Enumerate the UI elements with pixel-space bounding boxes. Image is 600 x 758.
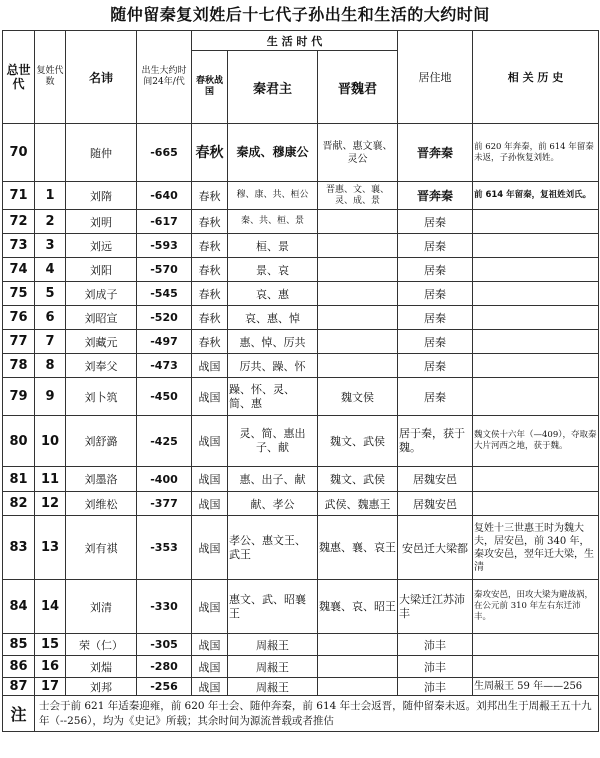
jin-cell — [318, 306, 398, 330]
era-cell: 春秋 — [192, 306, 228, 330]
note-label: 注 — [3, 696, 35, 732]
jin-cell: 魏文、武侯 — [318, 467, 398, 492]
name-cell: 刘煓 — [66, 656, 137, 678]
header-name: 名讳 — [66, 31, 137, 124]
gen-cell: 84 — [3, 580, 35, 634]
era-cell: 春秋 — [192, 210, 228, 234]
qin-cell: 秦、共、桓、景 — [228, 210, 318, 234]
name-cell: 刘卜筑 — [66, 378, 137, 416]
res-cell: 居秦 — [398, 354, 473, 378]
res-cell: 居魏安邑 — [398, 492, 473, 516]
era-cell: 春秋 — [192, 182, 228, 210]
res-cell: 居秦 — [398, 282, 473, 306]
year-cell: -353 — [137, 516, 192, 580]
gen-cell: 87 — [3, 678, 35, 696]
qin-cell: 桓、景 — [228, 234, 318, 258]
qin-cell: 躁、怀、灵、简、惠 — [228, 378, 318, 416]
name-cell: 刘清 — [66, 580, 137, 634]
jin-cell — [318, 330, 398, 354]
table-row — [3, 378, 599, 416]
era-cell: 春秋 — [192, 234, 228, 258]
res-cell: 大梁迁江苏沛丰 — [398, 580, 473, 634]
name-cell: 刘墨洛 — [66, 467, 137, 492]
name-cell: 刘舒潞 — [66, 416, 137, 467]
hist-cell: 复姓十三世惠王时为魏大夫，居安邑，前 340 年，秦攻安邑，翌年迁大梁，生清 — [473, 516, 599, 580]
year-cell: -520 — [137, 306, 192, 330]
hist-cell — [473, 378, 599, 416]
res-cell: 沛丰 — [398, 656, 473, 678]
qin-cell: 献、孝公 — [228, 492, 318, 516]
fu-cell: 9 — [35, 378, 66, 416]
res-cell: 居于秦，获于魏。 — [398, 416, 473, 467]
year-cell: -570 — [137, 258, 192, 282]
qin-cell: 哀、惠、悼 — [228, 306, 318, 330]
gen-cell: 75 — [3, 282, 35, 306]
qin-cell: 灵、简、惠出子、献 — [228, 416, 318, 467]
fu-cell: 15 — [35, 634, 66, 656]
year-cell: -545 — [137, 282, 192, 306]
era-cell: 战国 — [192, 656, 228, 678]
fu-cell: 5 — [35, 282, 66, 306]
header-period-group: 生 活 时 代 — [192, 31, 398, 51]
name-cell: 刘隋 — [66, 182, 137, 210]
table-row — [3, 656, 599, 678]
name-cell: 刘有祺 — [66, 516, 137, 580]
header-gen-fu: 复姓代数 — [35, 31, 66, 124]
gen-cell: 81 — [3, 467, 35, 492]
hist-cell: 前 620 年奔秦，前 614 年留秦未返，子孙恢复刘姓。 — [473, 124, 599, 182]
name-cell: 刘奉父 — [66, 354, 137, 378]
jin-cell: 魏襄、哀、昭王 — [318, 580, 398, 634]
res-cell: 晋奔秦 — [398, 182, 473, 210]
hist-cell — [473, 354, 599, 378]
jin-cell — [318, 210, 398, 234]
header-period: 春秋战国 — [192, 51, 228, 124]
name-cell: 刘明 — [66, 210, 137, 234]
jin-cell: 晋献、惠文襄、灵公 — [318, 124, 398, 182]
note-row — [3, 696, 599, 732]
hist-cell — [473, 210, 599, 234]
fu-cell: 7 — [35, 330, 66, 354]
res-cell: 晋奔秦 — [398, 124, 473, 182]
hist-cell — [473, 234, 599, 258]
table-row — [3, 580, 599, 634]
hist-cell — [473, 492, 599, 516]
table-row — [3, 258, 599, 282]
year-cell: -593 — [137, 234, 192, 258]
hist-cell — [473, 634, 599, 656]
jin-cell: 魏文侯 — [318, 378, 398, 416]
hist-cell — [473, 656, 599, 678]
year-cell: -665 — [137, 124, 192, 182]
year-cell: -280 — [137, 656, 192, 678]
header-qin: 秦君主 — [228, 51, 318, 124]
gen-cell: 79 — [3, 378, 35, 416]
year-cell: -617 — [137, 210, 192, 234]
fu-cell: 14 — [35, 580, 66, 634]
qin-cell: 穆、康、共、桓公 — [228, 182, 318, 210]
hist-cell: 前 614 年留秦，复祖姓刘氏。 — [473, 182, 599, 210]
fu-cell: 11 — [35, 467, 66, 492]
table-row — [3, 124, 599, 182]
res-cell: 沛丰 — [398, 678, 473, 696]
qin-cell: 惠、悼、厉共 — [228, 330, 318, 354]
year-cell: -497 — [137, 330, 192, 354]
fu-cell: 4 — [35, 258, 66, 282]
year-cell: -425 — [137, 416, 192, 467]
year-cell: -450 — [137, 378, 192, 416]
jin-cell — [318, 282, 398, 306]
qin-cell: 哀、惠 — [228, 282, 318, 306]
fu-cell: 13 — [35, 516, 66, 580]
year-cell: -640 — [137, 182, 192, 210]
res-cell: 沛丰 — [398, 634, 473, 656]
year-cell: -305 — [137, 634, 192, 656]
page-title: 随仲留秦复刘姓后十七代子孙出生和生活的大约时间 — [110, 5, 490, 24]
qin-cell: 孝公、惠文王、武王 — [228, 516, 318, 580]
name-cell: 荣（仁） — [66, 634, 137, 656]
era-cell: 战国 — [192, 634, 228, 656]
gen-cell: 80 — [3, 416, 35, 467]
fu-cell: 3 — [35, 234, 66, 258]
era-cell: 战国 — [192, 678, 228, 696]
era-cell: 春秋 — [192, 124, 228, 182]
jin-cell — [318, 656, 398, 678]
hist-cell — [473, 306, 599, 330]
fu-cell: 6 — [35, 306, 66, 330]
name-cell: 刘藏元 — [66, 330, 137, 354]
gen-cell: 73 — [3, 234, 35, 258]
era-cell: 战国 — [192, 492, 228, 516]
hist-cell: 秦攻安邑，田攻大梁为避战祸，在公元前 310 年左右东迁沛丰。 — [473, 580, 599, 634]
jin-cell — [318, 234, 398, 258]
table-row — [3, 516, 599, 580]
era-cell: 战国 — [192, 467, 228, 492]
year-cell: -256 — [137, 678, 192, 696]
era-cell: 战国 — [192, 416, 228, 467]
header-gen-total: 总世代 — [3, 31, 35, 124]
fu-cell — [35, 124, 66, 182]
gen-cell: 86 — [3, 656, 35, 678]
era-cell: 战国 — [192, 516, 228, 580]
gen-cell: 72 — [3, 210, 35, 234]
gen-cell: 70 — [3, 124, 35, 182]
hist-cell: 魏文侯十六年（—409），夺取秦大片河西之地，获于魏。 — [473, 416, 599, 467]
name-cell: 随仲 — [66, 124, 137, 182]
jin-cell — [318, 678, 398, 696]
res-cell: 居秦 — [398, 234, 473, 258]
hist-cell — [473, 258, 599, 282]
gen-cell: 82 — [3, 492, 35, 516]
jin-cell — [318, 354, 398, 378]
hist-cell — [473, 330, 599, 354]
jin-cell: 晋惠、文、襄、灵、成、景 — [318, 182, 398, 210]
hist-cell — [473, 282, 599, 306]
year-cell: -330 — [137, 580, 192, 634]
year-cell: -400 — [137, 467, 192, 492]
gen-cell: 74 — [3, 258, 35, 282]
qin-cell: 周赧王 — [228, 656, 318, 678]
table-row — [3, 354, 599, 378]
table-row — [3, 182, 599, 210]
era-cell: 战国 — [192, 354, 228, 378]
hist-cell — [473, 467, 599, 492]
header-birth: 出生大约时间24年/代 — [137, 31, 192, 124]
res-cell: 居秦 — [398, 210, 473, 234]
qin-cell: 周赧王 — [228, 678, 318, 696]
qin-cell: 厉共、躁、怀 — [228, 354, 318, 378]
gen-cell: 78 — [3, 354, 35, 378]
res-cell: 安邑迁大梁都 — [398, 516, 473, 580]
table-row — [3, 678, 599, 696]
jin-cell — [318, 258, 398, 282]
gen-cell: 85 — [3, 634, 35, 656]
res-cell: 居秦 — [398, 378, 473, 416]
fu-cell: 10 — [35, 416, 66, 467]
name-cell: 刘邦 — [66, 678, 137, 696]
jin-cell: 武侯、魏惠王 — [318, 492, 398, 516]
table-row — [3, 416, 599, 467]
era-cell: 春秋 — [192, 282, 228, 306]
era-cell: 战国 — [192, 378, 228, 416]
qin-cell: 惠文、武、昭襄王 — [228, 580, 318, 634]
fu-cell: 16 — [35, 656, 66, 678]
res-cell: 居秦 — [398, 306, 473, 330]
jin-cell: 魏惠、襄、哀王 — [318, 516, 398, 580]
header-jin: 晋魏君 — [318, 51, 398, 124]
jin-cell: 魏文、武侯 — [318, 416, 398, 467]
fu-cell: 12 — [35, 492, 66, 516]
res-cell: 居秦 — [398, 330, 473, 354]
year-cell: -377 — [137, 492, 192, 516]
table-row — [3, 634, 599, 656]
name-cell: 刘远 — [66, 234, 137, 258]
fu-cell: 8 — [35, 354, 66, 378]
qin-cell: 景、哀 — [228, 258, 318, 282]
jin-cell — [318, 634, 398, 656]
table-row — [3, 467, 599, 492]
era-cell: 春秋 — [192, 258, 228, 282]
name-cell: 刘成子 — [66, 282, 137, 306]
table-row — [3, 282, 599, 306]
fu-cell: 17 — [35, 678, 66, 696]
year-cell: -473 — [137, 354, 192, 378]
hist-cell: 生周赧王 59 年——256 — [473, 678, 599, 696]
gen-cell: 83 — [3, 516, 35, 580]
fu-cell: 1 — [35, 182, 66, 210]
table-row — [3, 234, 599, 258]
era-cell: 战国 — [192, 580, 228, 634]
fu-cell: 2 — [35, 210, 66, 234]
res-cell: 居秦 — [398, 258, 473, 282]
note-text: 士会于前 621 年适秦迎雍，前 620 年士会、随仲奔秦，前 614 年士会返晋，随仲留秦未返。刘邦出生于周赧王五十九年（--256），均为《史记》所载；其余时间为源流普载或者推估 — [35, 696, 599, 732]
header-history: 相 关 历 史 — [473, 31, 599, 124]
genealogy-table — [2, 30, 599, 732]
gen-cell: 77 — [3, 330, 35, 354]
res-cell: 居魏安邑 — [398, 467, 473, 492]
name-cell: 刘阳 — [66, 258, 137, 282]
era-cell: 春秋 — [192, 330, 228, 354]
header-residence: 居住地 — [398, 31, 473, 124]
gen-cell: 71 — [3, 182, 35, 210]
table-row — [3, 210, 599, 234]
name-cell: 刘昭宣 — [66, 306, 137, 330]
table-row — [3, 330, 599, 354]
qin-cell: 周赧王 — [228, 634, 318, 656]
name-cell: 刘维松 — [66, 492, 137, 516]
table-row — [3, 492, 599, 516]
gen-cell: 76 — [3, 306, 35, 330]
qin-cell: 惠、出子、献 — [228, 467, 318, 492]
qin-cell: 秦成、穆康公 — [228, 124, 318, 182]
table-row — [3, 306, 599, 330]
